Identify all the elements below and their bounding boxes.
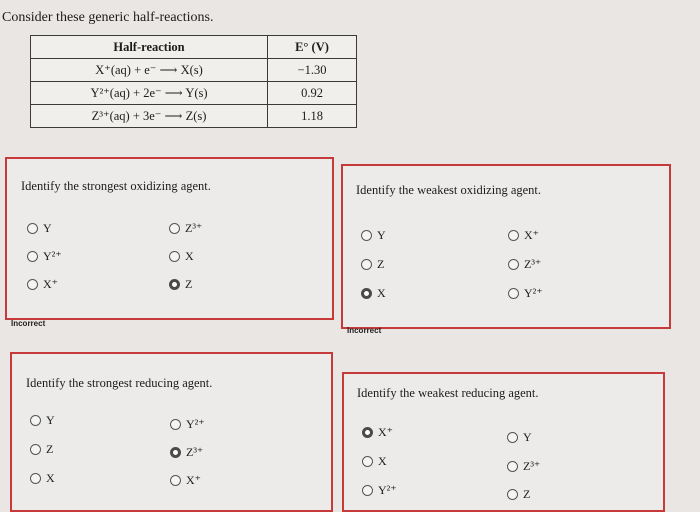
option-label: Z³⁺ [185,221,203,235]
option-label: Y²⁺ [186,417,205,431]
option-xplus[interactable] [27,277,58,292]
option-y2plus[interactable] [170,417,205,432]
radio-icon[interactable] [27,223,38,234]
option-label: X [46,471,55,485]
option-z3plus[interactable] [507,459,540,474]
option-z3plus[interactable] [169,221,202,236]
option-label: Y [43,221,52,235]
option-label: Z³⁺ [523,459,541,473]
question-card-strongest-oxidizing [5,157,334,328]
option-xplus[interactable] [362,425,393,440]
option-y[interactable] [361,228,386,243]
option-x[interactable] [362,454,387,469]
option-xplus[interactable] [170,473,201,488]
option-y[interactable] [27,221,52,236]
option-label: X [378,454,387,468]
question-card-weakest-reducing [342,372,665,512]
option-label: Y [46,413,55,427]
row-e: −1.30 [268,59,357,82]
row-reaction: Y²⁺(aq) + 2e⁻ ⟶ Y(s) [31,82,268,105]
radio-icon[interactable] [170,475,181,486]
radio-icon[interactable] [508,259,519,270]
option-label: Y²⁺ [524,286,543,300]
radio-icon[interactable] [507,432,518,443]
radio-icon[interactable] [27,251,38,262]
option-label: Z [185,277,193,291]
row-e: 0.92 [268,82,357,105]
option-x[interactable] [169,249,194,264]
radio-icon[interactable] [169,223,180,234]
option-label: X [185,249,194,263]
row-reaction: Z³⁺(aq) + 3e⁻ ⟶ Z(s) [31,105,268,128]
option-label: Z [46,442,54,456]
option-label: Z [377,257,385,271]
option-label: Z³⁺ [186,445,204,459]
option-label: Y [523,430,532,444]
radio-icon[interactable] [361,259,372,270]
option-label: X⁺ [378,425,393,439]
radio-selected-icon[interactable] [362,427,373,438]
half-reaction-table [30,35,357,128]
radio-icon[interactable] [507,461,518,472]
question-text: Identify the strongest oxidizing agent. [21,179,211,193]
status-badge: Incorrect [11,319,46,328]
option-z[interactable] [169,277,192,292]
radio-icon[interactable] [362,456,373,467]
option-label: X⁺ [524,228,539,242]
radio-selected-icon[interactable] [169,279,180,290]
option-label: X⁺ [186,473,201,487]
option-z[interactable] [30,442,53,457]
option-z[interactable] [507,487,530,502]
option-y2plus[interactable] [508,286,543,301]
radio-icon[interactable] [30,473,41,484]
question-text: Identify the weakest oxidizing agent. [356,183,542,197]
radio-icon[interactable] [169,251,180,262]
radio-icon[interactable] [507,489,518,500]
radio-icon[interactable] [27,279,38,290]
option-z3plus[interactable] [170,445,203,460]
radio-icon[interactable] [508,288,519,299]
radio-selected-icon[interactable] [170,447,181,458]
question-card-weakest-oxidizing [341,164,671,335]
radio-icon[interactable] [362,485,373,496]
option-y2plus[interactable] [27,249,62,264]
option-xplus[interactable] [508,228,539,243]
option-x[interactable] [30,471,55,486]
radio-icon[interactable] [361,230,372,241]
question-text: Identify the weakest reducing agent. [357,386,539,400]
question-text: Identify the strongest reducing agent. [26,376,213,390]
radio-icon[interactable] [508,230,519,241]
row-e: 1.18 [268,105,357,128]
option-label: Z [523,487,531,501]
option-label: Y²⁺ [378,483,397,497]
row-reaction: X⁺(aq) + e⁻ ⟶ X(s) [31,59,268,82]
option-y2plus[interactable] [362,483,397,498]
option-label: X⁺ [43,277,58,291]
question-card-strongest-reducing [10,352,333,512]
radio-icon[interactable] [170,419,181,430]
option-label: X [377,286,386,300]
option-x[interactable] [361,286,386,301]
status-badge: Incorrect [347,326,382,335]
option-y[interactable] [30,413,55,428]
header-half-reaction: Half-reaction [31,36,268,59]
radio-selected-icon[interactable] [361,288,372,299]
radio-icon[interactable] [30,415,41,426]
option-z[interactable] [361,257,384,272]
option-y[interactable] [507,430,532,445]
intro-text: Consider these generic half-reactions. [2,10,214,25]
option-z3plus[interactable] [508,257,541,272]
option-label: Y [377,228,386,242]
header-e: E° (V) [268,36,357,59]
radio-icon[interactable] [30,444,41,455]
option-label: Z³⁺ [524,257,542,271]
option-label: Y²⁺ [43,249,62,263]
